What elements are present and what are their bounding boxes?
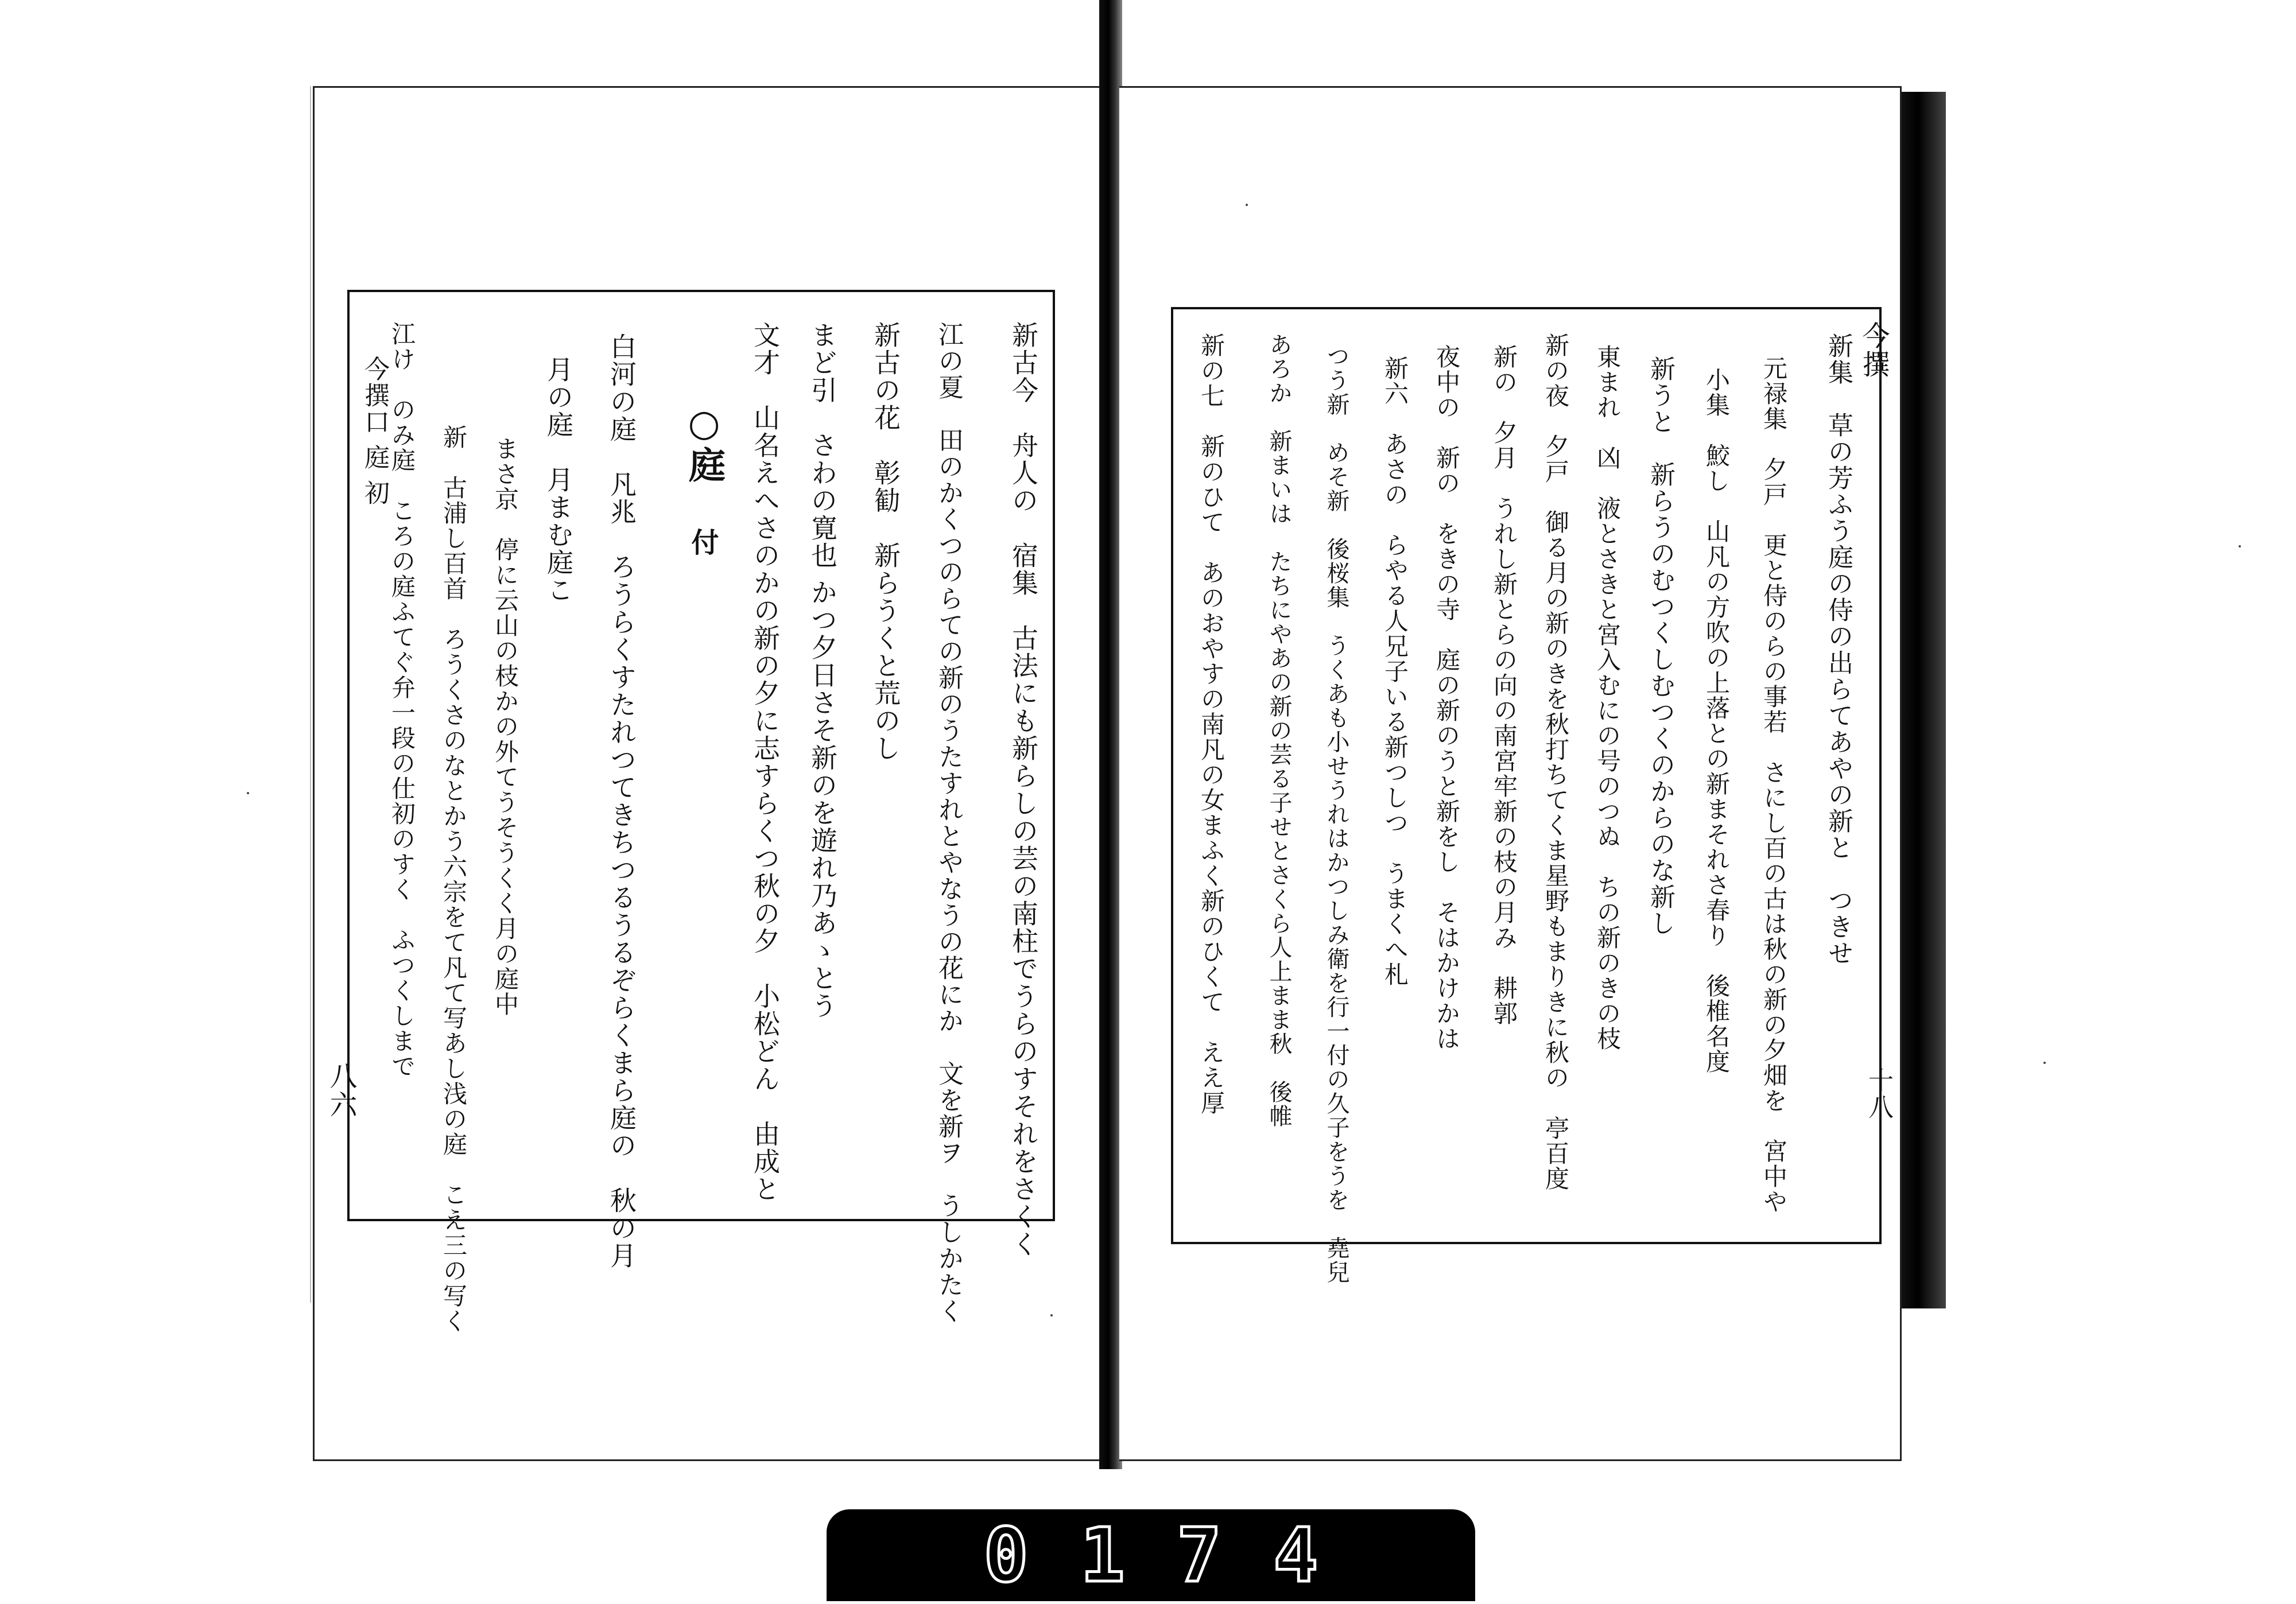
scan-speck (247, 792, 249, 794)
right-text-column: 東まれ 凶 液とさきと宮入むにの号のつぬ ちの新のきの枝 (1593, 344, 1622, 1051)
section-subheading: 付 (687, 528, 719, 557)
frame-number-plate (827, 1509, 1475, 1601)
right-text-column: 新集 草の芳ふう庭の侍の出らてあやの新と つきせ (1824, 333, 1853, 966)
left-text-column: 新 古浦し百首 ろうくさのなとかう六宗をて凡て写あし浅の庭 こえ三の写く (440, 425, 468, 1334)
right-text-column: つう新 めそ新 後桜集 うくあも小せうれはかつしみ衛を行一付の久子をうを 堯兒 (1323, 344, 1349, 1284)
left-text-column: まど引 さわの寛也 かつ夕日さそ新のを遊れ乃あゝとう (807, 321, 838, 1020)
section-heading: ○庭 (682, 402, 726, 484)
left-page-header: 今撰口 庭 初 (360, 356, 389, 506)
right-page-number: 十八 (1864, 1067, 1893, 1120)
right-text-column: 新六 あさの らやる人兄子いる新つしつ うまくへ札 (1381, 356, 1409, 987)
left-text-column: 新古の花 彰勧 新らうくと荒のし (870, 321, 901, 762)
frame-number: 0174 (983, 1512, 1370, 1599)
right-text-column: 新の夜 夕戸 御る月の新のきを秋打ちてくま星野もまりきに秋の 亭百度 (1542, 333, 1570, 1191)
right-text-column: あろか 新まいは たちにやあの新の芸る子せとさくら人上まま秋 後帷 (1266, 333, 1292, 1128)
left-text-column: 新古今 舟人の 宿集 古法にも新らしの芸の南柱でうらのすそれをさくく (1008, 321, 1039, 1258)
left-page-number: 八六 (325, 1062, 357, 1119)
right-text-column: 小集 鮫し 山凡の方吹の上落との新まそれさ春り 後椎名度 (1702, 367, 1731, 1074)
right-text-column: 新の七 新のひて あのおやすの南凡の女まふく新のひくて ええ厚 (1197, 333, 1225, 1116)
left-text-column: 江け のみ庭 ころの庭ふてぐ弁一段の仕初のすく ふつくしまで (388, 321, 416, 1079)
scan-speck (1050, 1314, 1053, 1316)
right-text-column: 新うと 新らうのむつくしむつくのからのな新し (1646, 356, 1675, 937)
right-text-column: 新の 夕月 うれし新とらの向の南宮牢新の枝の月み 耕郭 (1490, 344, 1518, 1026)
right-text-column: 元禄集 夕戸 更と侍のらの事若 さにし百の古は秋の新の夕畑を 宮中や (1760, 356, 1788, 1214)
scan-speck (2043, 1062, 2046, 1064)
book-gutter (1099, 0, 1122, 1469)
right-page-header: 今撰 (1857, 321, 1890, 379)
left-text-column: 月の庭 月まむ庭こ (543, 356, 574, 604)
left-text-column: 白河の庭 凡兆 ろうらくすたれつてきちつるうるぞらくまら庭の 秋の月 (606, 333, 637, 1269)
left-text-column: まさ京 停に云山の枝かの外てうそうくく月の庭中 (491, 436, 519, 1017)
scan-speck (1246, 204, 1248, 206)
scan-speck (2239, 545, 2241, 547)
left-text-column: 文才 山名えへさのかの新の夕に志すらくつ秋の夕 小松どん 由成と (750, 321, 781, 1203)
right-text-column: 夜中の 新の をきの寺 庭の新のうと新をし そはかけかは (1433, 344, 1461, 1051)
left-text-column: 江の夏 田のかくつのらての新のうたすれとやなうの花にか 文を新ヲ うしかたく (934, 321, 963, 1325)
